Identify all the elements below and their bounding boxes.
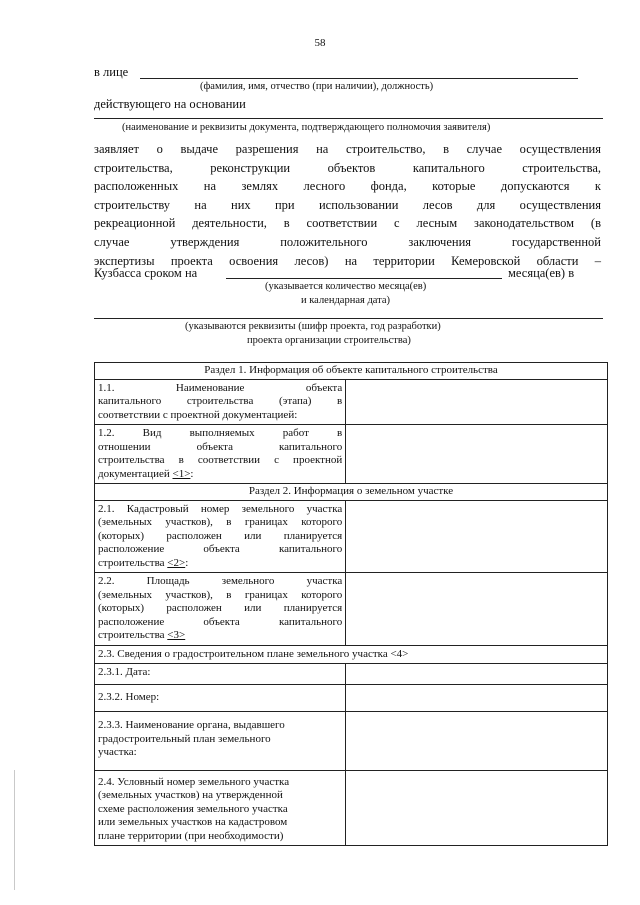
row-2-4-label: 2.4. Условный номер земельного участка (земельных участков) на утвержденной схеме расположения земельного участка или земельных участков на кадастровом плане территории (при необходимости) (95, 770, 346, 846)
row-2-1-value[interactable] (346, 500, 608, 573)
row-2-3-3-label: 2.3.3. Наименование органа, выдавшего градостроительный план земельного участка: (95, 712, 346, 771)
term-suffix: месяца(ев) в (508, 266, 575, 280)
row-2-3-2-label: 2.3.2. Номер: (95, 685, 346, 712)
term-prefix: Кузбасса сроком на (94, 266, 198, 280)
table-row (95, 363, 608, 380)
table-row (95, 712, 608, 771)
row-2-2-value[interactable] (346, 573, 608, 646)
fio-caption: (фамилия, имя, отчество (при наличии), должность) (200, 81, 434, 92)
section-1-header: Раздел 1. Информация об объекте капитального строительства (95, 363, 608, 380)
row-2-3-1-label: 2.3.1. Дата: (95, 664, 346, 685)
acting-basis-label: действующего на основании (94, 97, 246, 111)
footnote-link-3[interactable]: <3> (167, 629, 186, 641)
term-underline[interactable] (226, 278, 502, 279)
table-row (95, 573, 608, 646)
page-number: 58 (314, 37, 326, 49)
paragraph-line: расположенных на землях лесного фонда, которые допускаются к (94, 179, 601, 194)
footnote-link-1[interactable]: <1> (172, 467, 191, 480)
table-row (95, 500, 608, 573)
section-2-header: Раздел 2. Информация о земельном участке (95, 484, 608, 501)
row-1-1-label: 1.1. Наименование объекта капитального строительства (этапа) в соответствии с проектной документацией: (95, 379, 346, 425)
row-1-1-value[interactable] (346, 379, 608, 425)
table-row (95, 685, 608, 712)
row-2-4-value[interactable] (346, 770, 608, 846)
row-2-3-2-value[interactable] (346, 685, 608, 712)
project-caption-1: (указываются реквизиты (шифр проекта, год разработки) (185, 321, 441, 332)
table-row (95, 484, 608, 501)
table-row (95, 770, 608, 846)
doc-caption: (наименование и реквизиты документа, подтверждающего полномочия заявителя) (122, 122, 491, 133)
table-row (95, 379, 608, 425)
row-2-3-3-value[interactable] (346, 712, 608, 771)
fio-underline[interactable] (140, 78, 578, 79)
statement-paragraph (94, 140, 601, 270)
paragraph-line: строительства, реконструкции объектов капитального строительства, (94, 160, 601, 175)
paragraph-line: рекреационной деятельности, в соответствии с лесным законодательством (в (94, 216, 601, 231)
row-1-2-value[interactable] (346, 425, 608, 484)
row-2-2-label: 2.2. Площадь земельного участка (земельных участков), в границах которого (которых) расположен или планируется расположение объекта капитального строительства <3> (95, 573, 346, 646)
v-litse-label: в лице (94, 65, 129, 79)
paragraph-line: строительству на них при использовании лесов для осуществления (94, 197, 601, 212)
paragraph-line: случае утверждения положительного заключения государственной (94, 234, 601, 249)
footnote-link-2[interactable]: <2> (167, 556, 186, 569)
row-2-3-header: 2.3. Сведения о градостроительном плане земельного участка <4> (95, 645, 608, 664)
row-2-3-1-value[interactable] (346, 664, 608, 685)
project-underline[interactable] (94, 318, 603, 319)
paragraph-line: экспертизы проекта освоения лесов) на территории Кемеровской области – (94, 253, 601, 268)
table-row (95, 664, 608, 685)
scan-edge-mark (14, 770, 15, 890)
project-caption-2: проекта организации строительства) (247, 335, 411, 346)
row-1-2-label: 1.2. Вид выполняемых работ в отношении объекта капитального строительства в соответствии с проектной документацией <1>: (95, 425, 346, 484)
term-caption-1: (указывается количество месяца(ев) (265, 281, 427, 292)
table-row (95, 425, 608, 484)
form-table (94, 362, 608, 846)
term-caption-2: и календарная дата) (301, 295, 391, 306)
row-2-1-label: 2.1. Кадастровый номер земельного участка (земельных участков), в границах которого (которых) расположен или планируется расположение объекта капитального строительства <2>: (95, 500, 346, 573)
doc-underline[interactable] (94, 118, 603, 119)
table-row (95, 645, 608, 664)
paragraph-line: заявляет о выдаче разрешения на строительство, в случае осуществления (94, 142, 601, 156)
